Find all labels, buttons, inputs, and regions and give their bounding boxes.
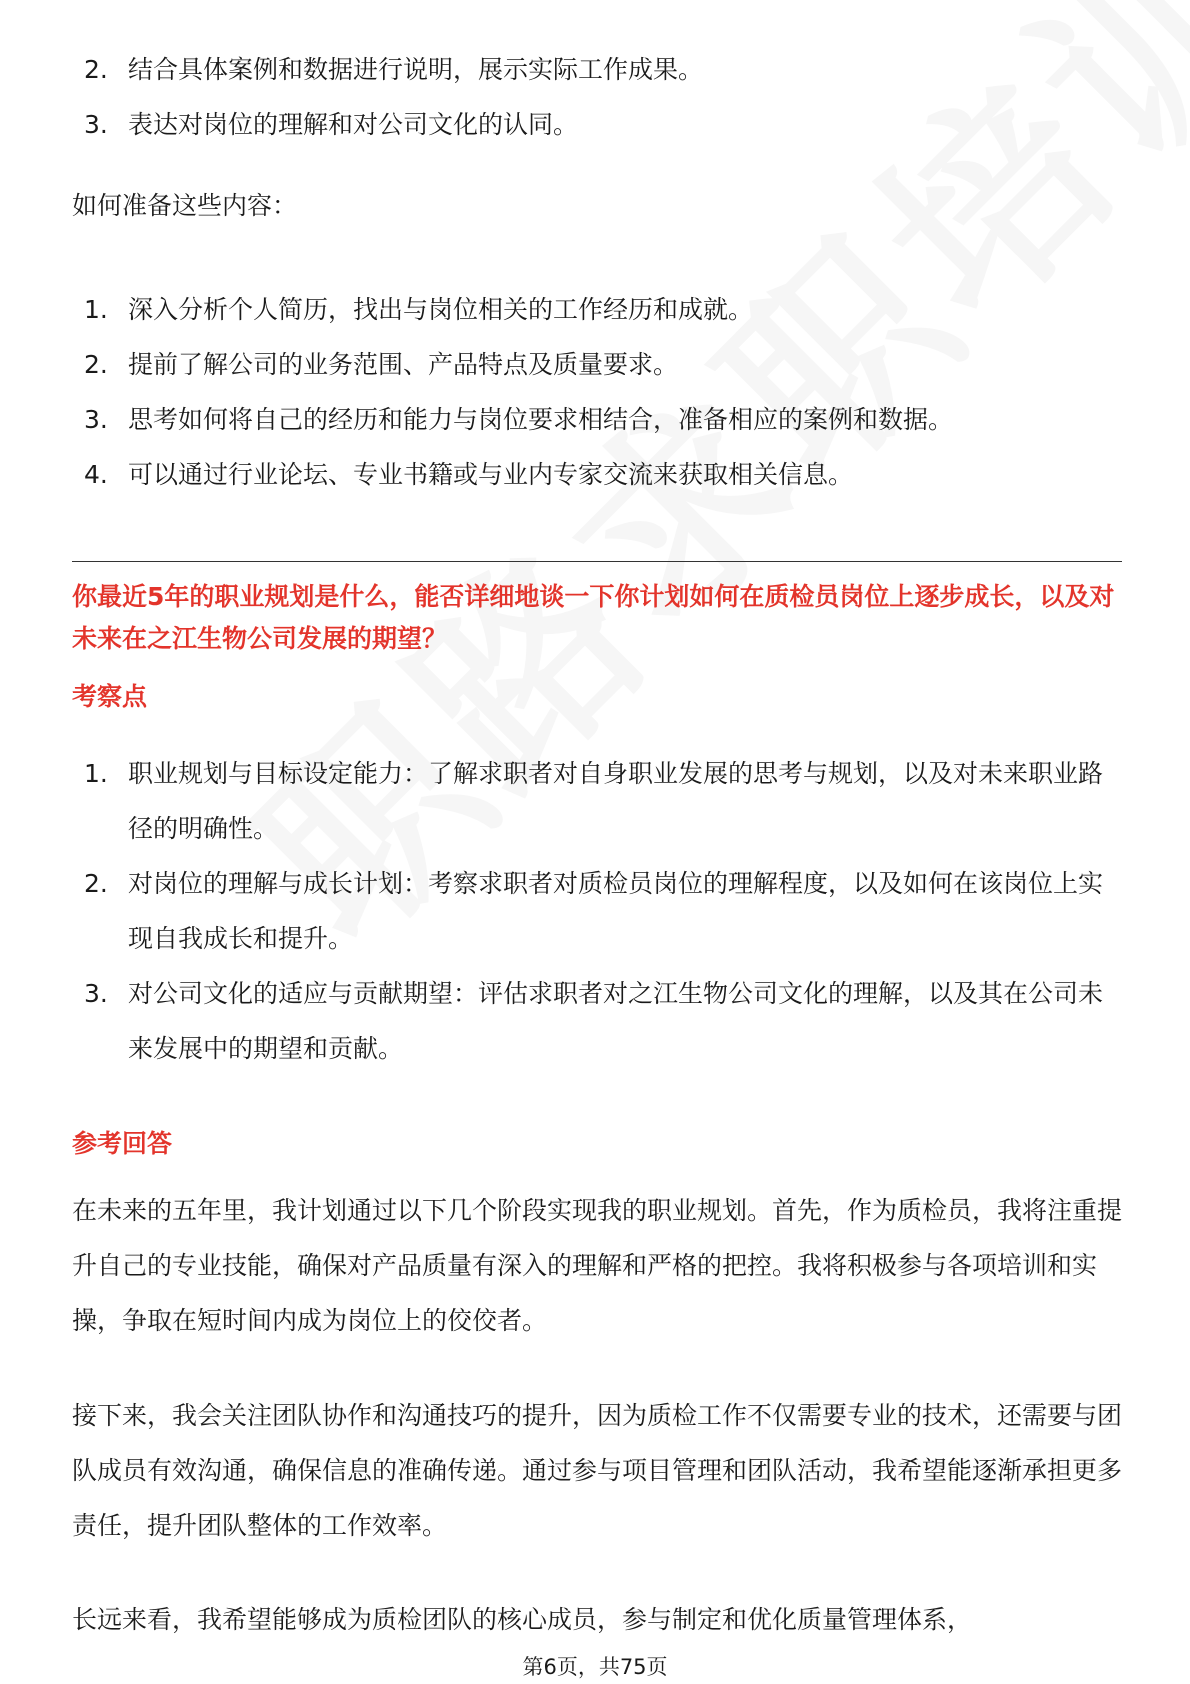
list-item-text: 可以通过行业论坛、专业书籍或与业内专家交流来获取相关信息。: [128, 460, 854, 489]
answer-paragraph: 长远来看，我希望能够成为质检团队的核心成员，参与制定和优化质量管理体系，: [72, 1605, 973, 1634]
answer-section-title: 参考回答: [72, 1129, 173, 1158]
kaocha-list: [72, 746, 1122, 1076]
prep-list: [72, 282, 1122, 502]
list-item-number: 3.: [84, 979, 108, 1008]
section-divider: [72, 561, 1122, 562]
list-item: [72, 392, 1122, 447]
list-item-text: 职业规划与目标设定能力：了解求职者对自身职业发展的思考与规划，以及对未来职业路径的明确性。: [128, 759, 1104, 843]
list-item-number: 2.: [84, 869, 108, 898]
list-item-text: 表达对岗位的理解和对公司文化的认同。: [128, 110, 579, 139]
list-item-number: 4.: [84, 460, 108, 489]
list-item: [72, 966, 1122, 1076]
list-item-text: 提前了解公司的业务范围、产品特点及质量要求。: [128, 350, 679, 379]
prep-heading: 如何准备这些内容：: [72, 191, 298, 220]
list-item-text: 结合具体案例和数据进行说明，展示实际工作成果。: [128, 55, 704, 84]
top-list: [72, 42, 1122, 152]
list-item-text: 对公司文化的适应与贡献期望：评估求职者对之江生物公司文化的理解，以及其在公司未来发展中的期望和贡献。: [128, 979, 1104, 1063]
list-item-text: 思考如何将自己的经历和能力与岗位要求相结合，准备相应的案例和数据。: [128, 405, 954, 434]
list-item: [72, 447, 1122, 502]
list-item: [72, 97, 1122, 152]
answer-paragraph: 接下来，我会关注团队协作和沟通技巧的提升，因为质检工作不仅需要专业的技术，还需要与团队成员有效沟通，确保信息的准确传递。通过参与项目管理和团队活动，我希望能逐渐承担更多责任，提升团队整体的工作效率。: [72, 1401, 1123, 1540]
list-item-number: 1.: [84, 759, 108, 788]
page-number: 第6页，共75页: [522, 1655, 668, 1679]
list-item-number: 3.: [84, 405, 108, 434]
list-item-text: 深入分析个人简历，找出与岗位相关的工作经历和成就。: [128, 295, 754, 324]
list-item-number: 2.: [84, 55, 108, 84]
list-item: [72, 42, 1122, 97]
list-item: [72, 282, 1122, 337]
list-item-text: 对岗位的理解与成长计划：考察求职者对质检员岗位的理解程度，以及如何在该岗位上实现自我成长和提升。: [128, 869, 1104, 953]
kaocha-section-title: 考察点: [72, 682, 148, 711]
list-item-number: 1.: [84, 295, 108, 324]
list-item-number: 2.: [84, 350, 108, 379]
list-item-number: 3.: [84, 110, 108, 139]
interview-question: 你最近5年的职业规划是什么，能否详细地谈一下你计划如何在质检员岗位上逐步成长，以及对未来在之江生物公司发展的期望？: [72, 582, 1115, 653]
list-item: [72, 856, 1122, 966]
list-item: [72, 337, 1122, 392]
answer-paragraph: 在未来的五年里，我计划通过以下几个阶段实现我的职业规划。首先，作为质检员，我将注重提升自己的专业技能，确保对产品质量有深入的理解和严格的把控。我将积极参与各项培训和实操，争取在短时间内成为岗位上的佼佼者。: [72, 1196, 1123, 1335]
list-item: [72, 746, 1122, 856]
